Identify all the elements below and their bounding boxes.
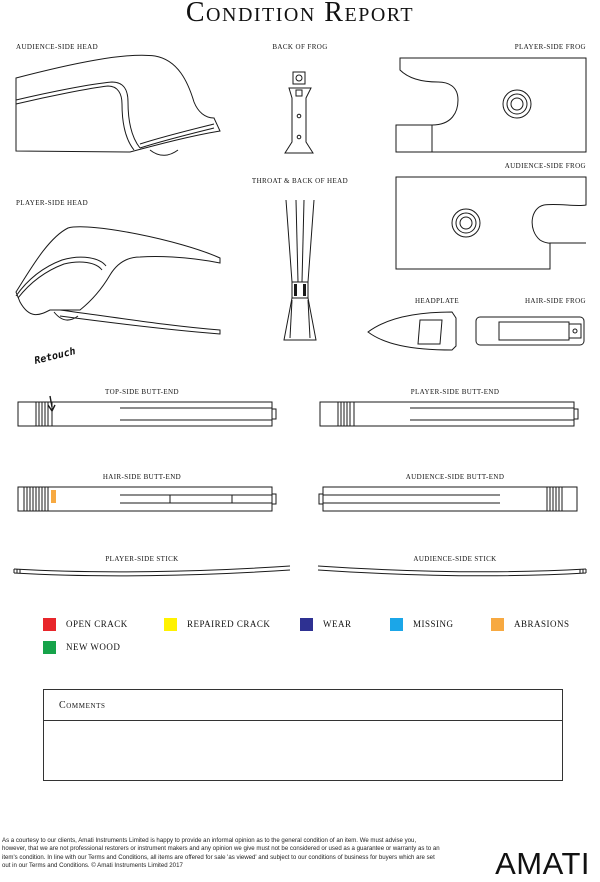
audience-side-butt-end-drawing[interactable] bbox=[319, 487, 577, 511]
retouch-annotation: Retouch bbox=[33, 346, 77, 367]
label-player-side-stick: PLAYER-SIDE STICK bbox=[105, 555, 179, 563]
label-hair-side-butt-end: HAIR-SIDE BUTT-END bbox=[102, 473, 182, 481]
page-title: Condition Report bbox=[185, 0, 415, 28]
legend-swatch bbox=[491, 618, 504, 631]
top-side-butt-end-drawing[interactable] bbox=[18, 402, 276, 426]
label-player-side-butt-end: PLAYER-SIDE BUTT-END bbox=[410, 388, 500, 396]
legend-swatch bbox=[164, 618, 177, 631]
player-side-head-drawing[interactable] bbox=[16, 227, 220, 334]
legend-item-wear: WEAR bbox=[300, 617, 352, 631]
label-top-side-butt-end: TOP-SIDE BUTT-END bbox=[105, 388, 179, 396]
audience-side-head-drawing[interactable] bbox=[16, 55, 220, 155]
label-audience-side-butt-end: AUDIENCE-SIDE BUTT-END bbox=[405, 473, 505, 481]
abrasion-mark bbox=[51, 490, 56, 503]
legend-swatch bbox=[390, 618, 403, 631]
back-of-frog-drawing[interactable] bbox=[285, 72, 313, 153]
disclaimer-text: As a courtesy to our clients, Amati Instruments Limited is happy to provide an informal opinion as to the general condition of an item. We must advise you, however, that we are not professional restorers or instrument makers and any opinion we give must not be considered or used as a guarantee or warranty as to an item's condition. In line with our Terms and Conditions, all items are offered for sale 'as viewed' and subject to our conditions of business for buyers which are set out in our Terms and Conditions. © Amati Instruments Limited 2017 bbox=[2, 837, 440, 870]
brand-logo: AMATI bbox=[495, 846, 590, 881]
comments-box bbox=[43, 689, 563, 781]
legend-swatch bbox=[300, 618, 313, 631]
player-side-butt-end-drawing[interactable] bbox=[320, 402, 578, 426]
audience-side-stick-drawing[interactable] bbox=[318, 566, 586, 576]
label-back-of-frog: BACK OF FROG bbox=[272, 43, 328, 51]
player-side-stick-drawing[interactable] bbox=[14, 566, 290, 576]
player-side-frog-drawing[interactable] bbox=[396, 58, 586, 152]
label-hair-side-frog: HAIR-SIDE FROG bbox=[524, 297, 586, 305]
legend-item-repaired-crack: REPAIRED CRACK bbox=[164, 617, 270, 631]
comments-heading: Comments bbox=[44, 690, 562, 721]
retouch-arrow bbox=[50, 396, 52, 407]
hair-side-butt-end-drawing[interactable] bbox=[18, 487, 276, 511]
comments-field[interactable] bbox=[44, 721, 562, 780]
label-audience-side-head: AUDIENCE-SIDE HEAD bbox=[16, 43, 99, 51]
legend-swatch bbox=[43, 618, 56, 631]
legend-item-open-crack: OPEN CRACK bbox=[43, 617, 128, 631]
label-audience-side-frog: AUDIENCE-SIDE FROG bbox=[504, 162, 586, 170]
label-throat-back-of-head: THROAT & BACK OF HEAD bbox=[251, 177, 349, 185]
hair-side-frog-drawing[interactable] bbox=[476, 317, 584, 345]
label-player-side-frog: PLAYER-SIDE FROG bbox=[514, 43, 586, 51]
headplate-drawing[interactable] bbox=[368, 312, 456, 350]
label-audience-side-stick: AUDIENCE-SIDE STICK bbox=[413, 555, 497, 563]
legend-item-abrasions: ABRASIONS bbox=[491, 617, 570, 631]
audience-side-frog-drawing[interactable] bbox=[396, 177, 586, 269]
throat-back-of-head-drawing[interactable] bbox=[284, 200, 316, 340]
legend-item-new-wood: NEW WOOD bbox=[43, 640, 120, 654]
legend-swatch bbox=[43, 641, 56, 654]
label-headplate: HEADPLATE bbox=[414, 297, 460, 305]
legend-item-missing: MISSING bbox=[390, 617, 454, 631]
label-player-side-head: PLAYER-SIDE HEAD bbox=[16, 199, 89, 207]
